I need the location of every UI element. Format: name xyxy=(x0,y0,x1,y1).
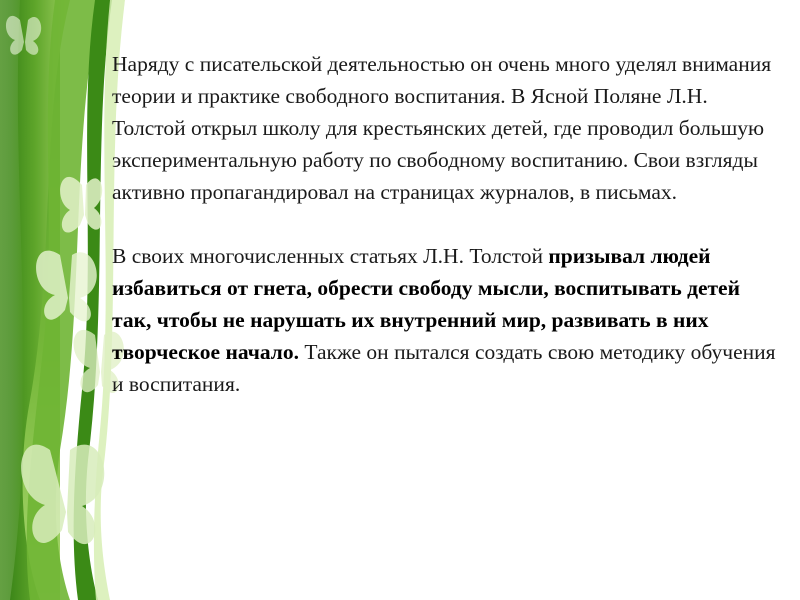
paragraph-2-intro: В своих многочисленных статьях Л.Н. Толстой xyxy=(112,244,549,268)
butterfly-icon xyxy=(21,445,104,545)
butterfly-icon xyxy=(60,177,102,233)
slide-text xyxy=(112,48,784,400)
paragraph-2-outro: Также он пытался создать свою методику обучения и воспитания. xyxy=(112,340,776,396)
paragraph-spacer xyxy=(112,208,784,240)
paragraph-2-emphasis: призывал людей избавиться от гнета, обрести свободу мысли, воспитывать детей так, чтобы не нарушать их внутренний мир, развивать в них творческое начало. xyxy=(112,244,740,364)
paragraph-1: Наряду с писательской деятельностью он очень много уделял внимания теории и практике свободного воспитания. В Ясной Поляне Л.Н. Толстой открыл школу для крестьянских детей, где проводил большую экспериментальную работу по свободному воспитанию. Свои взгляды активно пропагандировал на страницах журналов, в письмах. xyxy=(112,52,772,204)
paragraph-2 xyxy=(112,240,784,400)
